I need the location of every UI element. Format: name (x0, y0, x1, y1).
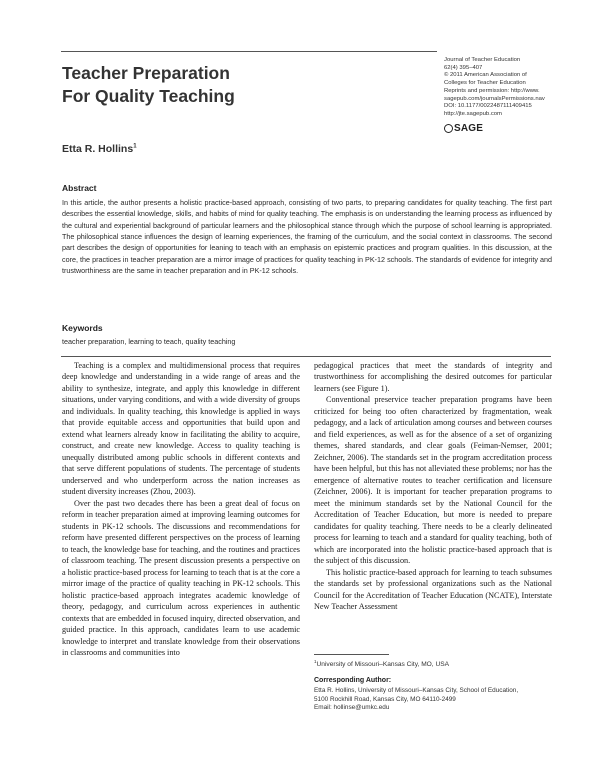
corresponding-author-email: Email: hollinse@umkc.edu (314, 704, 390, 712)
author-affiliation-mark: 1 (133, 143, 137, 150)
body-paragraph: Teaching is a complex and multidimensional process that requires deep knowledge and understanding in a wide range of areas and the ability to synthesize, integrate, and apply this knowledge in different situations, under varying conditions, and with a wide diversity of groups and individuals. In quality teaching, this knowledge is applied in ways that provide equitable access and opportunities that build upon and extend what learners already know in facilitating the ability to acquire, construct, and create new knowledge. Access to quality teaching is unequally distributed among public schools in different contexts and that serve different populations of students. The percentage of students underserved and who underperform across the nation increases as student diversity increases (Zhou, 2003). (62, 361, 300, 497)
body-paragraph: pedagogical practices that meet the standards of integrity and trustworthiness for accomplishing the desired outcomes for particular learners (see Figure 1). (314, 361, 552, 393)
body-column-left (62, 360, 300, 659)
abstract-text: In this article, the author presents a holistic practice-based approach, consisting of two parts, to preparing candidates for quality teaching. The first part describes the essential knowledge, skills, and habits of mind for quality teaching. The emphasis is on understanding the learning process as influenced by the cultural and experiential background of particular learners and the philosophical stance through which the purpose of school learning is appropriated. The philosophical stance influences the design of learning experiences, the framing of the curriculum, and the social context in classrooms. The second part describes the design of opportunities for leaning to teach with an emphasis on epistemic practices and program qualities. In this discussion, at the core, the practices in teacher preparation are a mirror image of practices for quality teaching in PK-12 schools. The standards of evidence for integrity and trustworthiness are the same in teacher preparation and in PK-12 schools. (62, 198, 552, 276)
affiliation-footnote (314, 659, 449, 668)
title-line-2: For Quality Teaching (62, 86, 235, 106)
journal-info-line: DOI: 10.1177/0022487111409415 (444, 103, 532, 110)
footnote-text: University of Missouri–Kansas City, MO, USA (316, 661, 450, 669)
author-name (62, 143, 137, 155)
sage-logo-icon (444, 124, 453, 133)
journal-info (444, 57, 594, 119)
body-paragraph: Over the past two decades there has been a great deal of focus on reform in teacher preparation aimed at improving learning outcomes for students in PK-12 schools. The discussions and recommendations for reform have presented different perspectives on the process of learning to teach, the knowledge base for teaching, and the routines and practices of classroom teaching. The present discussion presents a perspective on a holistic practice-based process for learning to teach that is at the core a mirror image of the practice of quality teaching in PK-12 schools. This holistic practice-based approach integrates academic knowledge of theory, pedagogy, and curriculum across experiences in authentic contexts that are embedded in focused inquiry, directed observation, and guided practice. In this approach, candidates learn to use academic knowledge to interpret and translate knowledge from their observations in classrooms and communities into (62, 498, 300, 658)
keywords-text: teacher preparation, learning to teach, quality teaching (62, 337, 236, 346)
footnote-mark: 1 (314, 659, 317, 664)
sage-logo (444, 123, 483, 134)
body-paragraph: This holistic practice-based approach for learning to teach subsumes the standards set by professional organizations such as the National Council for the Accreditation of Teacher Education (NCATE), Interstate New Teacher Assessment (314, 567, 552, 612)
journal-info-line: © 2011 American Association of (444, 72, 527, 79)
journal-info-line: 62(4) 395–407 (444, 64, 483, 71)
header-rule (61, 51, 437, 52)
journal-info-line: Reprints and permission: http://www. (444, 87, 540, 94)
journal-info-line: http://jte.sagepub.com (444, 110, 502, 117)
keywords-heading: Keywords (62, 323, 103, 333)
journal-info-line: sagepub.com/journalsPermissions.nav (444, 95, 545, 102)
corresponding-author-line: 5100 Rockhill Road, Kansas City, MO 64110-2499 (314, 695, 456, 703)
corresponding-author-line: Etta R. Hollins, University of Missouri–Kansas City, School of Education, (314, 687, 519, 694)
body-paragraph: Conventional preservice teacher preparation programs have been criticized for being too often characterized by fragmentation, weak pedagogy, and a lack of articulation among courses and between courses and field experiences, as well as for the absence of a set of organizing themes, shared standards, and clear goals (Feiman-Nemser, 2001; Zeichner, 2006). The standards set in the program accreditation process have been helpful, but this has not alleviated these problems; nor has the emergence of alternative routes to teacher certification and licensure (Zeichner, 2006). It is important for teacher preparation programs to meet the minimum standards set by the National Council for the Accreditation of Teacher Education, but more is needed to prepare candidates for quality teaching. There needs to be a clearly delineated process for learning to teach and a standard for quality teaching, both of which are incorporated into the holistic practice-based approach that is the subject of this discussion. (314, 395, 552, 566)
body-column-right (314, 360, 552, 613)
corresponding-author-details (314, 687, 554, 713)
author-name-text: Etta R. Hollins (62, 143, 134, 155)
abstract-divider (61, 356, 551, 357)
journal-info-line: Journal of Teacher Education (444, 57, 521, 63)
abstract-heading: Abstract (62, 183, 97, 193)
footnote-rule (314, 654, 389, 655)
article-title (62, 62, 402, 108)
title-line-1: Teacher Preparation (62, 63, 230, 83)
corresponding-author-heading: Corresponding Author: (314, 677, 392, 684)
journal-info-line: Colleges for Teacher Education (444, 80, 526, 87)
sage-logo-text: SAGE (454, 123, 484, 134)
